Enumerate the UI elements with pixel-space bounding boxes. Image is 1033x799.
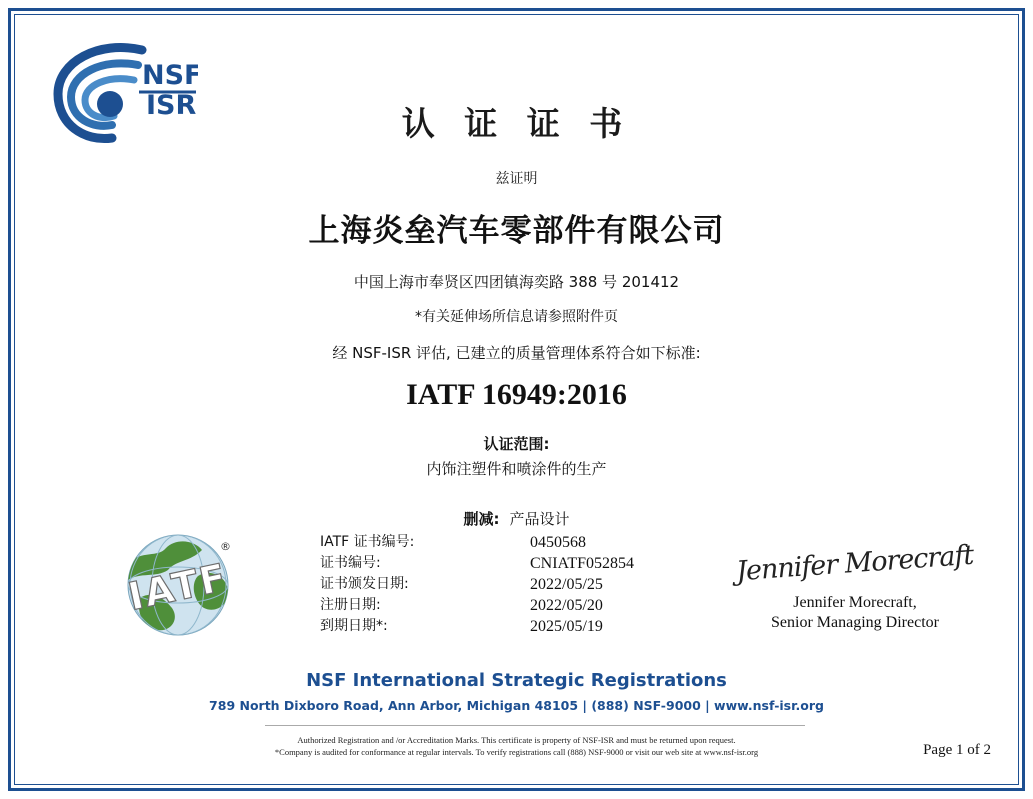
detail-value: 0450568 — [530, 534, 586, 551]
fineprint — [20, 734, 1013, 758]
page-title: 认 证 证 书 — [401, 104, 632, 143]
table-row — [320, 532, 710, 553]
signatory-name-text: Jennifer Morecraft, — [793, 594, 917, 611]
signature-block — [735, 539, 975, 633]
certificate-details-table — [320, 532, 710, 637]
detail-label: 证书颁发日期: — [320, 576, 409, 592]
table-row — [320, 553, 710, 574]
detail-value: CNIATF052854 — [530, 555, 635, 572]
signatory-role-text: Senior Managing Director — [771, 614, 939, 631]
table-row — [320, 595, 710, 616]
exclusion-value: 产品设计 — [509, 510, 570, 528]
detail-value: 2025/05/19 — [530, 618, 603, 635]
this-certifies-text: 兹证明 — [495, 171, 538, 187]
page-number: Page 1 of 2 — [923, 742, 991, 758]
iatf-globe-logo — [110, 528, 250, 643]
svg-text:NSF: NSF — [142, 60, 198, 91]
svg-text:ISR: ISR — [146, 90, 197, 121]
organization-name: NSF International Strategic Registrations — [306, 670, 727, 691]
fineprint-line-2: *Company is audited for conformance at regular intervals. To verify registrations call (888) NSF-9000 or visit our web site at www.nsf-isr.org — [274, 747, 759, 757]
exclusion-row — [20, 508, 1013, 529]
signatory-name — [735, 593, 975, 633]
company-name: 上海炎垒汽车零部件有限公司 — [308, 213, 725, 249]
svg-text:IATF: IATF — [124, 555, 232, 619]
fineprint-line-1: Authorized Registration and /or Accreditation Marks. This certificate is property of NSF-ISR and must be returned upon request. — [297, 735, 736, 745]
remote-sites-note: *有关延伸场所信息请参照附件页 — [415, 309, 618, 325]
table-row — [320, 616, 710, 637]
exclusion-label: 删减: — [463, 510, 500, 528]
detail-label: IATF 证书编号: — [320, 534, 415, 550]
organization-address: 789 North Dixboro Road, Ann Arbor, Michigan 48105 | (888) NSF-9000 | www.nsf-isr.org — [209, 698, 824, 713]
signature-image: Jennifer Morecraft — [735, 539, 975, 588]
scope-label: 认证范围: — [483, 435, 550, 453]
detail-value: 2022/05/25 — [530, 576, 603, 593]
standard-name: IATF 16949:2016 — [406, 378, 627, 411]
detail-value: 2022/05/20 — [530, 597, 603, 614]
company-address: 中国上海市奉贤区四团镇海奕路 388 号 201412 — [353, 273, 680, 291]
assessment-statement: 经 NSF-ISR 评估, 已建立的质量管理体系符合如下标准: — [332, 344, 701, 362]
table-row — [320, 574, 710, 595]
footer-divider — [265, 725, 805, 726]
certificate-content — [20, 20, 1013, 779]
svg-text:®: ® — [220, 540, 231, 553]
detail-label: 注册日期: — [320, 597, 381, 613]
detail-label: 证书编号: — [320, 555, 381, 571]
scope-text: 内饰注塑件和喷涂件的生产 — [426, 460, 607, 478]
detail-label: 到期日期*: — [320, 618, 388, 634]
